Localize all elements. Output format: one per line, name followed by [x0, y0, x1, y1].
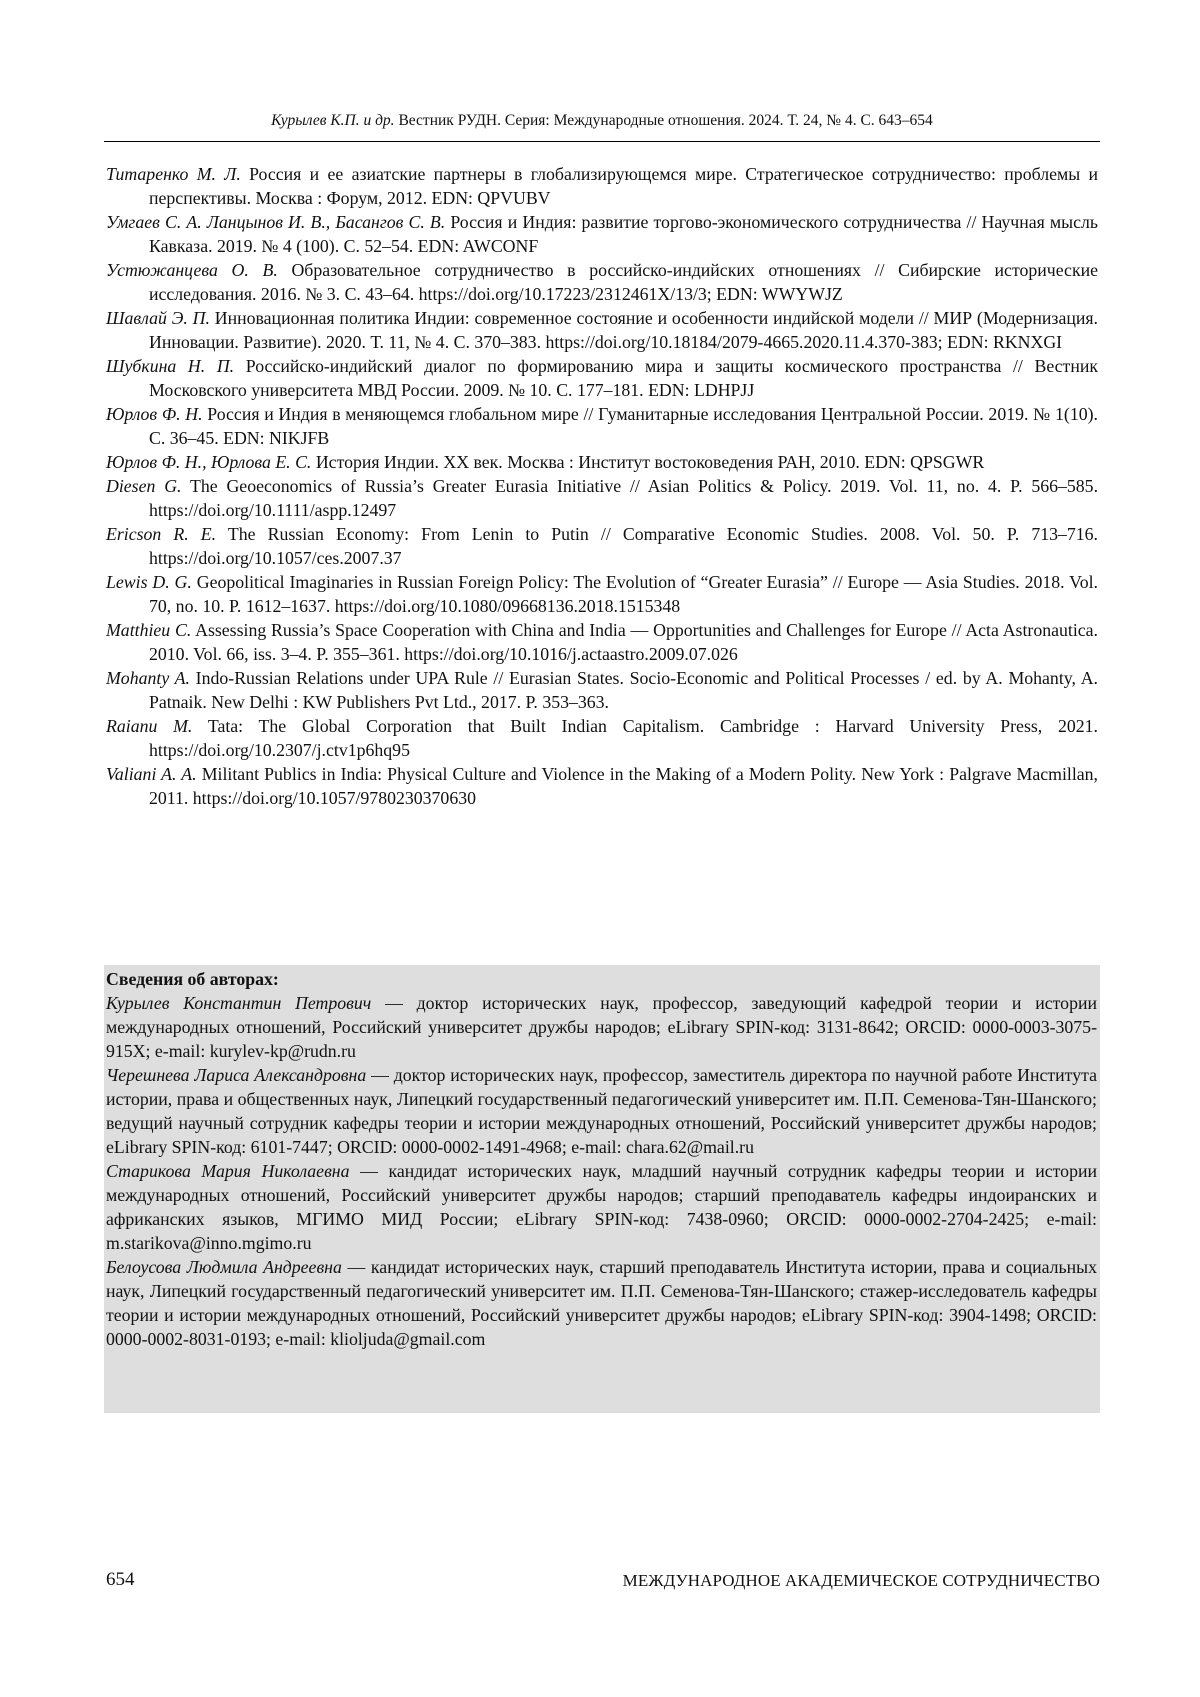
reference-item: [106, 450, 1098, 474]
reference-item: [106, 258, 1098, 306]
running-header: [104, 112, 1100, 130]
reference-text: Assessing Russia’s Space Cooperation with China and India — Opportunities and Challenges for Europe // Acta Astronautica. 2010. Vol. 66, iss. 3–4. P. 355–361. https://doi.org/10.1016/j.actaastro.2009.07.026: [149, 620, 1098, 664]
reference-authors: Valiani A. A.: [106, 764, 197, 784]
reference-authors: Устюжанцева О. В.: [106, 260, 278, 280]
author-name: Белоусова Людмила Андреевна: [106, 1257, 342, 1277]
reference-item: [106, 522, 1098, 570]
reference-item: [106, 162, 1098, 210]
reference-item: [106, 666, 1098, 714]
reference-item: [106, 474, 1098, 522]
reference-item: [106, 714, 1098, 762]
reference-authors: Matthieu C.: [106, 620, 191, 640]
reference-item: [106, 618, 1098, 666]
reference-text: The Geoeconomics of Russia’s Greater Eurasia Initiative // Asian Politics & Policy. 2019. Vol. 11, no. 4. P. 566–585. https://doi.org/10.1111/aspp.12497: [149, 476, 1098, 520]
reference-text: Militant Publics in India: Physical Culture and Violence in the Making of a Modern Polity. New York : Palgrave Macmillan, 2011. https://doi.org/10.1057/9780230370630: [149, 764, 1098, 808]
about-authors-title: Сведения об авторах:: [106, 967, 1097, 991]
reference-text: Россия и Индия в меняющемся глобальном мире // Гуманитарные исследования Центральной России. 2019. № 1(10). С. 36–45. EDN: NIKJFB: [149, 404, 1098, 448]
author-bio-text: — кандидат исторических наук, младший научный сотрудник кафедры теории и истории международных отношений, Российский университет дружбы народов; старший преподаватель кафедры индоиранских и африканских языков, МГИМО МИД России; eLibrary SPIN-код: 7438-0960; ORCID: 0000-0002-2704-2425; e-mail: m.starikova@inno.mgimo.ru: [106, 1161, 1097, 1253]
reference-text: Образовательное сотрудничество в российско-индийских отношениях // Сибирские исторические исследования. 2016. № 3. С. 43–64. https://doi.org/10.17223/2312461X/13/3; EDN: WWYWJZ: [149, 260, 1098, 304]
reference-item: [106, 306, 1098, 354]
author-bio: [106, 991, 1097, 1063]
author-bio-text: — доктор исторических наук, профессор, заведующий кафедрой теории и истории международных отношений, Российский университет дружбы народов; eLibrary SPIN-код: 3131-8642; ORCID: 0000-0003-3075-915X; e-mail: kurylev-kp@rudn.ru: [106, 993, 1097, 1061]
reference-authors: Юрлов Ф. Н.: [106, 404, 203, 424]
footer-section-title: МЕЖДУНАРОДНОЕ АКАДЕМИЧЕСКОЕ СОТРУДНИЧЕСТВО: [623, 1571, 1100, 1591]
author-bio-text: — кандидат исторических наук, старший преподаватель Института истории, права и социальных наук, Липецкий государственный педагогический университет им. П.П. Семенова-Тян-Шанского; стажер-исследователь кафедры теории и истории международных отношений, Российский университет дружбы народов; eLibrary SPIN-код: 3904-1498; ORCID: 0000-0002-8031-0193; e-mail: klioljuda@gmail.com: [106, 1257, 1097, 1349]
author-bio-text: — доктор исторических наук, профессор, заместитель директора по научной работе Института истории, права и общественных наук, Липецкий государственный педагогический университет им. П.П. Семенова-Тян-Шанского; ведущий научный сотрудник кафедры теории и истории международных отношений, Российский университет дружбы народов; eLibrary SPIN-код: 6101-7447; ORCID: 0000-0002-1491-4968; e-mail: chara.62@mail.ru: [106, 1065, 1097, 1157]
reference-authors: Титаренко М. Л.: [106, 164, 241, 184]
reference-item: [106, 354, 1098, 402]
reference-list: [106, 162, 1098, 810]
reference-authors: Lewis D. G.: [106, 572, 192, 592]
reference-text: Российско-индийский диалог по формированию мира и защиты космического пространства // Вестник Московского университета МВД России. 2009. № 10. С. 177–181. EDN: LDHPJJ: [149, 356, 1098, 400]
author-bio: [106, 1159, 1097, 1255]
header-citation: Вестник РУДН. Серия: Международные отношения. 2024. Т. 24, № 4. С. 643–654: [395, 112, 933, 129]
reference-item: [106, 402, 1098, 450]
reference-authors: Diesen G.: [106, 476, 182, 496]
reference-text: Tata: The Global Corporation that Built Indian Capitalism. Cambridge : Harvard University Press, 2021. https://doi.org/10.2307/j.ctv1p6hq95: [149, 716, 1098, 760]
author-bio: [106, 1063, 1097, 1159]
reference-text: Indo-Russian Relations under UPA Rule // Eurasian States. Socio-Economic and Political Processes / ed. by A. Mohanty, A. Patnaik. New Delhi : KW Publishers Pvt Ltd., 2017. P. 353–363.: [149, 668, 1098, 712]
header-authors: Курылев К.П. и др.: [271, 112, 394, 129]
about-authors-box: [104, 965, 1100, 1413]
author-name: Черешнева Лариса Александровна: [106, 1065, 366, 1085]
author-name: Курылев Константин Петрович: [106, 993, 371, 1013]
reference-authors: Умгаев С. А. Ланцынов И. В., Басангов С. В.: [106, 212, 445, 232]
reference-authors: Юрлов Ф. Н., Юрлова Е. С.: [106, 452, 311, 472]
reference-authors: Mohanty A.: [106, 668, 190, 688]
author-bio: [106, 1255, 1097, 1351]
reference-authors: Шубкина Н. П.: [106, 356, 234, 376]
author-name: Старикова Мария Николаевна: [106, 1161, 350, 1181]
page-number: 654: [106, 1569, 135, 1591]
reference-text: Geopolitical Imaginaries in Russian Foreign Policy: The Evolution of “Greater Eurasia” // Europe — Asia Studies. 2018. Vol. 70, no. 10. P. 1612–1637. https://doi.org/10.1080/09668136.2018.1515348: [149, 572, 1098, 616]
reference-text: Россия и ее азиатские партнеры в глобализирующемся мире. Стратегическое сотрудничество: проблемы и перспективы. Москва : Форум, 2012. EDN: QPVUBV: [149, 164, 1098, 208]
reference-authors: Ericson R. E.: [106, 524, 216, 544]
reference-authors: Raianu M.: [106, 716, 192, 736]
reference-text: Инновационная политика Индии: современное состояние и особенности индийской модели // МИР (Модернизация. Инновации. Развитие). 2020. Т. 11, № 4. С. 370–383. https://doi.org/10.18184/2079-4665.2020.11.4.370-383; EDN: RKNXGI: [149, 308, 1098, 352]
reference-text: История Индии. XX век. Москва : Институт востоковедения РАН, 2010. EDN: QPSGWR: [311, 452, 984, 472]
header-rule: [104, 141, 1100, 142]
reference-text: Россия и Индия: развитие торгово-экономического сотрудничества // Научная мысль Кавказа. 2019. № 4 (100). С. 52–54. EDN: AWCONF: [149, 212, 1098, 256]
reference-item: [106, 210, 1098, 258]
reference-authors: Шавлай Э. П.: [106, 308, 210, 328]
reference-item: [106, 570, 1098, 618]
reference-item: [106, 762, 1098, 810]
reference-text: The Russian Economy: From Lenin to Putin // Comparative Economic Studies. 2008. Vol. 50. P. 713–716. https://doi.org/10.1057/ces.2007.37: [149, 524, 1098, 568]
